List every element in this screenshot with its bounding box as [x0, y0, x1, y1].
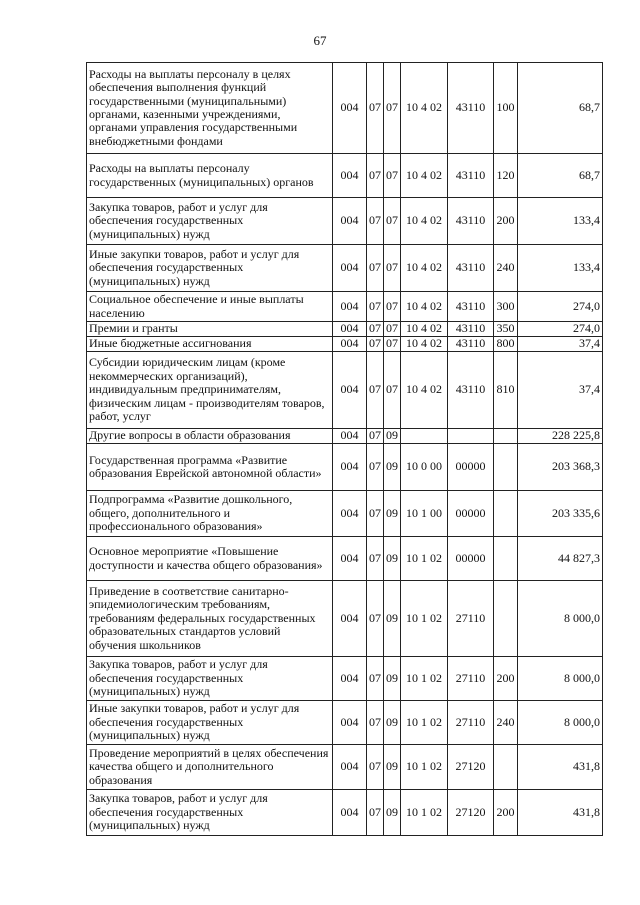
- cell-sum: 274,0: [518, 292, 603, 322]
- cell-vr: 200: [494, 198, 518, 245]
- cell-pr: 07: [384, 198, 401, 245]
- cell-sum: 8 000,0: [518, 581, 603, 657]
- cell-name: Иные бюджетные ассигнования: [87, 337, 333, 352]
- cell-ved: 004: [333, 444, 367, 491]
- cell-sum: 37,4: [518, 337, 603, 352]
- cell-csr-direction: 00000: [448, 491, 494, 537]
- cell-csr-program: 10 1 02: [401, 701, 448, 745]
- cell-rz: 07: [367, 154, 384, 198]
- cell-name: Приведение в соответствие санитарно-эпидемиологическим требованиям, требованиям федеральных государственных образовательных стандартов условий обучения школьников: [87, 581, 333, 657]
- cell-ved: 004: [333, 245, 367, 292]
- cell-name: Социальное обеспечение и иные выплаты населению: [87, 292, 333, 322]
- cell-csr-direction: 43110: [448, 352, 494, 429]
- cell-pr: 07: [384, 352, 401, 429]
- cell-csr-program: 10 4 02: [401, 292, 448, 322]
- cell-sum: 133,4: [518, 198, 603, 245]
- cell-vr: [494, 444, 518, 491]
- cell-rz: 07: [367, 245, 384, 292]
- cell-csr-direction: 43110: [448, 322, 494, 337]
- table-row: [87, 154, 603, 198]
- cell-rz: 07: [367, 292, 384, 322]
- table-row: [87, 352, 603, 429]
- cell-ved: 004: [333, 537, 367, 581]
- cell-ved: 004: [333, 292, 367, 322]
- cell-vr: 810: [494, 352, 518, 429]
- cell-pr: 09: [384, 444, 401, 491]
- table-row: [87, 444, 603, 491]
- cell-csr-program: 10 4 02: [401, 337, 448, 352]
- cell-ved: 004: [333, 198, 367, 245]
- cell-csr-program: 10 4 02: [401, 245, 448, 292]
- cell-name: Основное мероприятие «Повышение доступности и качества общего образования»: [87, 537, 333, 581]
- cell-csr-program: 10 4 02: [401, 63, 448, 154]
- cell-rz: 07: [367, 337, 384, 352]
- cell-pr: 09: [384, 491, 401, 537]
- cell-csr-program: 10 4 02: [401, 198, 448, 245]
- table-row: [87, 429, 603, 444]
- cell-pr: 07: [384, 63, 401, 154]
- cell-rz: 07: [367, 63, 384, 154]
- cell-name: Закупка товаров, работ и услуг для обеспечения государственных (муниципальных) нужд: [87, 198, 333, 245]
- cell-csr-direction: 43110: [448, 63, 494, 154]
- table-row: [87, 745, 603, 790]
- cell-rz: 07: [367, 429, 384, 444]
- table-row: [87, 337, 603, 352]
- cell-vr: 200: [494, 790, 518, 836]
- cell-pr: 09: [384, 429, 401, 444]
- cell-vr: 120: [494, 154, 518, 198]
- table-row: [87, 581, 603, 657]
- cell-vr: 100: [494, 63, 518, 154]
- table-row: [87, 701, 603, 745]
- cell-pr: 09: [384, 790, 401, 836]
- page-number: 67: [313, 33, 327, 48]
- cell-csr-program: 10 1 02: [401, 537, 448, 581]
- cell-name: Иные закупки товаров, работ и услуг для обеспечения государственных (муниципальных) нужд: [87, 701, 333, 745]
- table-row: [87, 245, 603, 292]
- cell-pr: 09: [384, 581, 401, 657]
- cell-csr-program: 10 1 02: [401, 581, 448, 657]
- cell-csr-program: 10 1 02: [401, 657, 448, 701]
- cell-vr: [494, 429, 518, 444]
- cell-vr: [494, 581, 518, 657]
- table-row: [87, 322, 603, 337]
- cell-ved: 004: [333, 322, 367, 337]
- cell-csr-direction: 00000: [448, 537, 494, 581]
- table-row: [87, 198, 603, 245]
- cell-csr-program: 10 1 02: [401, 790, 448, 836]
- cell-name: Расходы на выплаты персоналу государственных (муниципальных) органов: [87, 154, 333, 198]
- cell-csr-direction: 27110: [448, 581, 494, 657]
- cell-pr: 07: [384, 337, 401, 352]
- cell-pr: 09: [384, 537, 401, 581]
- cell-pr: 09: [384, 701, 401, 745]
- cell-vr: 200: [494, 657, 518, 701]
- budget-table: [86, 62, 603, 836]
- table-row: [87, 491, 603, 537]
- table-row: [87, 657, 603, 701]
- cell-csr-program: 10 4 02: [401, 322, 448, 337]
- cell-ved: 004: [333, 581, 367, 657]
- cell-sum: 8 000,0: [518, 701, 603, 745]
- table-row: [87, 790, 603, 836]
- cell-sum: 68,7: [518, 63, 603, 154]
- cell-sum: 203 368,3: [518, 444, 603, 491]
- cell-csr-program: [401, 429, 448, 444]
- cell-rz: 07: [367, 198, 384, 245]
- cell-ved: 004: [333, 429, 367, 444]
- cell-vr: [494, 537, 518, 581]
- cell-rz: 07: [367, 537, 384, 581]
- cell-csr-program: 10 4 02: [401, 154, 448, 198]
- cell-rz: 07: [367, 790, 384, 836]
- cell-rz: 07: [367, 581, 384, 657]
- cell-sum: 44 827,3: [518, 537, 603, 581]
- cell-name: Закупка товаров, работ и услуг для обеспечения государственных (муниципальных) нужд: [87, 790, 333, 836]
- cell-vr: 240: [494, 701, 518, 745]
- cell-rz: 07: [367, 491, 384, 537]
- table-row: [87, 292, 603, 322]
- cell-ved: 004: [333, 701, 367, 745]
- cell-vr: 800: [494, 337, 518, 352]
- cell-vr: [494, 491, 518, 537]
- cell-sum: 228 225,8: [518, 429, 603, 444]
- cell-pr: 07: [384, 154, 401, 198]
- table-body: [87, 63, 603, 836]
- cell-pr: 07: [384, 245, 401, 292]
- cell-sum: 203 335,6: [518, 491, 603, 537]
- cell-ved: 004: [333, 491, 367, 537]
- cell-csr-direction: 27120: [448, 745, 494, 790]
- cell-vr: [494, 745, 518, 790]
- cell-rz: 07: [367, 657, 384, 701]
- cell-csr-direction: 43110: [448, 292, 494, 322]
- cell-ved: 004: [333, 154, 367, 198]
- cell-vr: 350: [494, 322, 518, 337]
- cell-csr-direction: 00000: [448, 444, 494, 491]
- cell-csr-direction: 27120: [448, 790, 494, 836]
- cell-sum: 133,4: [518, 245, 603, 292]
- cell-csr-direction: 43110: [448, 245, 494, 292]
- cell-csr-program: 10 1 00: [401, 491, 448, 537]
- cell-sum: 274,0: [518, 322, 603, 337]
- cell-name: Проведение мероприятий в целях обеспечения качества общего и дополнительного образования: [87, 745, 333, 790]
- cell-csr-direction: 43110: [448, 198, 494, 245]
- cell-csr-program: 10 1 02: [401, 745, 448, 790]
- cell-ved: 004: [333, 352, 367, 429]
- cell-name: Премии и гранты: [87, 322, 333, 337]
- cell-ved: 004: [333, 63, 367, 154]
- cell-pr: 09: [384, 657, 401, 701]
- cell-pr: 07: [384, 292, 401, 322]
- cell-name: Другие вопросы в области образования: [87, 429, 333, 444]
- cell-ved: 004: [333, 657, 367, 701]
- cell-sum: 431,8: [518, 790, 603, 836]
- table-row: [87, 537, 603, 581]
- cell-name: Иные закупки товаров, работ и услуг для обеспечения государственных (муниципальных) нужд: [87, 245, 333, 292]
- table-row: [87, 63, 603, 154]
- cell-ved: 004: [333, 790, 367, 836]
- cell-csr-direction: 27110: [448, 657, 494, 701]
- cell-sum: 8 000,0: [518, 657, 603, 701]
- cell-name: Субсидии юридическим лицам (кроме некоммерческих организаций), индивидуальным предпринимателям, физическим лицам - производителям товаров, работ, услуг: [87, 352, 333, 429]
- cell-ved: 004: [333, 745, 367, 790]
- cell-vr: 240: [494, 245, 518, 292]
- cell-rz: 07: [367, 322, 384, 337]
- cell-ved: 004: [333, 337, 367, 352]
- cell-name: Подпрограмма «Развитие дошкольного, общего, дополнительного и профессионального образования»: [87, 491, 333, 537]
- cell-rz: 07: [367, 444, 384, 491]
- cell-rz: 07: [367, 352, 384, 429]
- cell-csr-direction: [448, 429, 494, 444]
- cell-name: Закупка товаров, работ и услуг для обеспечения государственных (муниципальных) нужд: [87, 657, 333, 701]
- cell-rz: 07: [367, 745, 384, 790]
- cell-name: Государственная программа «Развитие образования Еврейской автономной области»: [87, 444, 333, 491]
- cell-csr-direction: 43110: [448, 337, 494, 352]
- cell-sum: 68,7: [518, 154, 603, 198]
- cell-csr-program: 10 0 00: [401, 444, 448, 491]
- cell-sum: 431,8: [518, 745, 603, 790]
- cell-name: Расходы на выплаты персоналу в целях обеспечения выполнения функций государственными (муниципальными) органами, казенными учреждениями, органами управления государственными внебюджетными фондами: [87, 63, 333, 154]
- cell-pr: 09: [384, 745, 401, 790]
- cell-pr: 07: [384, 322, 401, 337]
- cell-rz: 07: [367, 701, 384, 745]
- cell-vr: 300: [494, 292, 518, 322]
- cell-csr-program: 10 4 02: [401, 352, 448, 429]
- cell-sum: 37,4: [518, 352, 603, 429]
- cell-csr-direction: 27110: [448, 701, 494, 745]
- cell-csr-direction: 43110: [448, 154, 494, 198]
